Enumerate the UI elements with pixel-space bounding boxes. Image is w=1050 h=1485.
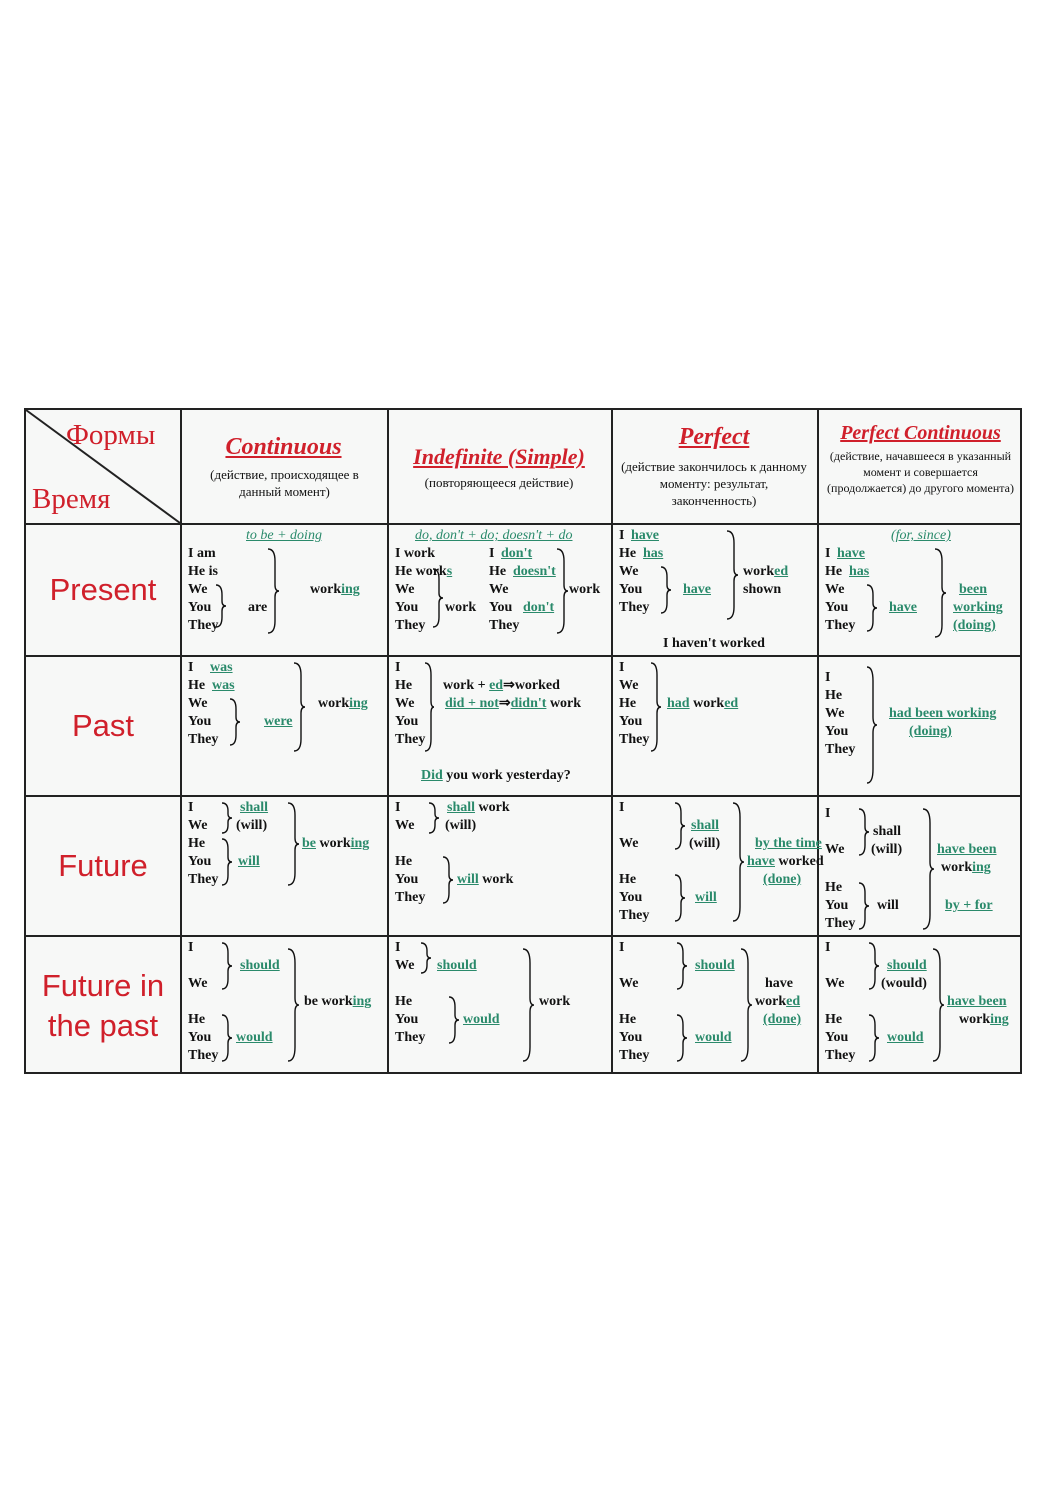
verb-form: will work [457, 872, 514, 887]
auxiliary: been [959, 582, 987, 597]
pronoun: They [619, 908, 650, 923]
verb-form: working [953, 600, 1003, 615]
column-header-indefinite: Indefinite (Simple) [413, 444, 585, 469]
pronoun: We [188, 696, 208, 711]
pronoun: We [188, 818, 208, 833]
cell-past-perfect-continuous [819, 657, 1024, 795]
pronoun: They [188, 1048, 219, 1063]
rule-line: work + ed⇒worked [443, 678, 560, 693]
column-desc-perfect: (действие закончилось к данному моменту: результат, законченность) [621, 459, 807, 508]
auxiliary: would [695, 1030, 732, 1045]
pronoun: They [395, 732, 426, 747]
pronoun: I [395, 940, 401, 955]
verb-form: had been working [889, 706, 997, 721]
auxiliary: are [248, 600, 268, 615]
pronoun: I [188, 660, 194, 675]
pronoun: You [489, 600, 513, 615]
verb-form: have been [937, 842, 997, 857]
pronoun: They [188, 872, 219, 887]
bracket [220, 1013, 234, 1063]
pronoun: You [619, 890, 643, 905]
auxiliary: shall [691, 818, 720, 833]
auxiliary: (will) [871, 842, 903, 857]
column-header-perfect: Perfect [678, 424, 750, 450]
pronoun: You [619, 582, 643, 597]
pronoun: He [619, 872, 637, 887]
bracket [931, 947, 945, 1063]
auxiliary: has [643, 546, 664, 561]
time-marker: by the time [755, 836, 822, 851]
auxiliary: have [837, 546, 865, 561]
auxiliary: have [631, 528, 659, 543]
pronoun: We [825, 706, 845, 721]
cell-future-perfect-continuous [819, 797, 1024, 935]
bracket [857, 881, 871, 931]
bracket [419, 941, 433, 975]
verb-form: be working [304, 994, 372, 1009]
pronoun: We [825, 976, 845, 991]
cell-present-continuous [182, 525, 387, 655]
formula: to be + doing [246, 528, 322, 543]
pronoun: He [825, 880, 843, 895]
time-marker: by + for [945, 898, 993, 913]
cell-fitp-perfect-continuous [819, 937, 1024, 1074]
cell-past-perfect [613, 657, 817, 795]
pronoun: They [825, 742, 856, 757]
bracket [266, 547, 280, 635]
cell-fitp-simple [389, 937, 611, 1074]
auxiliary: have [889, 600, 917, 615]
auxiliary: (will) [445, 818, 477, 833]
verb-form: (doing) [953, 618, 996, 633]
pronoun: I [395, 660, 401, 675]
verb: work [539, 994, 571, 1009]
pronoun: We [619, 564, 639, 579]
auxiliary: were [264, 714, 293, 729]
bracket [441, 855, 455, 905]
pronoun: You [395, 714, 419, 729]
verb: work [445, 600, 477, 615]
auxiliary: will [238, 854, 260, 869]
bracket [447, 995, 461, 1045]
bracket [423, 661, 435, 753]
auxiliary: (would) [881, 976, 927, 991]
pronoun: We [825, 582, 845, 597]
pronoun: He [188, 1012, 206, 1027]
bracket [649, 661, 663, 753]
row-label-future-in-the-past: Future in the past [41, 968, 165, 1043]
column-header-perfect-continuous: Perfect Continuous [840, 422, 1001, 444]
auxiliary: don't [523, 600, 555, 615]
bracket [286, 947, 300, 1063]
verb-form: (done) [763, 872, 802, 887]
pronoun: I am [188, 546, 216, 561]
bracket [673, 873, 687, 923]
negative-example: I haven't worked [663, 636, 765, 651]
bracket [228, 697, 242, 747]
pronoun: They [489, 618, 520, 633]
pronoun: You [395, 600, 419, 615]
auxiliary: has [849, 564, 870, 579]
pronoun: He [395, 994, 413, 1009]
bracket [867, 1013, 881, 1063]
time-label: Время [32, 483, 111, 515]
verb-form: had worked [667, 696, 739, 711]
row-label-future: Future [58, 848, 148, 883]
pronoun: You [188, 600, 212, 615]
pronoun: We [188, 582, 208, 597]
auxiliary: shall [240, 800, 269, 815]
verb-form: working [310, 582, 360, 597]
auxiliary: would [236, 1030, 273, 1045]
forms-label: Формы [66, 419, 156, 451]
bracket [739, 947, 753, 1063]
row-label-past: Past [71, 708, 135, 743]
bracket [521, 947, 535, 1063]
verb: shown [743, 582, 782, 597]
verb-form: working [959, 1012, 1009, 1027]
bracket [673, 801, 687, 851]
cell-future-simple [389, 797, 611, 935]
verb-form: working [318, 696, 368, 711]
pronoun: They [619, 600, 650, 615]
pronoun: You [395, 1012, 419, 1027]
pronoun: I [619, 940, 625, 955]
cell-past-simple [389, 657, 611, 795]
pronoun: They [395, 890, 426, 905]
column-desc-continuous: (действие, происходящее в данный момент) [210, 467, 359, 499]
auxiliary: should [887, 958, 927, 973]
bracket [292, 661, 306, 753]
verb-form: working [941, 860, 991, 875]
bracket [427, 801, 441, 835]
verb-form: shall work [447, 800, 510, 815]
cell-present-perfect-continuous [819, 525, 1024, 655]
pronoun: He [619, 696, 637, 711]
pronoun: I [825, 940, 831, 955]
auxiliary: (will) [236, 818, 268, 833]
pronoun: I [619, 660, 625, 675]
auxiliary: should [240, 958, 280, 973]
verb-form: (doing) [909, 724, 952, 739]
pronoun: I [188, 800, 194, 815]
pronoun: I [825, 806, 831, 821]
bracket [933, 547, 947, 639]
pronoun: They [395, 1030, 426, 1045]
verb-form: have worked [747, 854, 824, 869]
bracket [214, 583, 226, 629]
pronoun: They [825, 916, 856, 931]
pronoun: He [619, 546, 637, 561]
row-label-present: Present [49, 572, 157, 607]
bracket [675, 1013, 689, 1063]
bracket [921, 807, 935, 931]
pronoun: You [619, 714, 643, 729]
pronoun: We [619, 836, 639, 851]
auxiliary: don't [501, 546, 533, 561]
auxiliary: have [765, 976, 793, 991]
cell-fitp-continuous [182, 937, 387, 1074]
pronoun: We [188, 976, 208, 991]
pronoun: I [825, 670, 831, 685]
pronoun: They [188, 618, 219, 633]
tense-table [24, 408, 1022, 1074]
pronoun: They [825, 1048, 856, 1063]
pronoun: He [825, 1012, 843, 1027]
bracket [857, 807, 871, 857]
bracket [725, 529, 739, 621]
pronoun: He [825, 564, 843, 579]
pronoun: He [825, 688, 843, 703]
bracket [431, 567, 445, 629]
bracket [867, 941, 881, 991]
auxiliary: should [437, 958, 477, 973]
pronoun: I [188, 940, 194, 955]
bracket [731, 801, 745, 923]
pronoun: He is [188, 564, 218, 579]
cell-future-perfect [613, 797, 824, 935]
auxiliary: doesn't [513, 564, 556, 579]
formula: (for, since) [891, 528, 951, 543]
bracket [865, 583, 879, 633]
auxiliary: will [695, 890, 717, 905]
auxiliary: will [877, 898, 899, 913]
bracket [286, 801, 300, 887]
auxiliary: (will) [689, 836, 721, 851]
auxiliary: should [695, 958, 735, 973]
pronoun: You [825, 1030, 849, 1045]
auxiliary: have [683, 582, 711, 597]
verb: work [569, 582, 601, 597]
pronoun: They [188, 732, 219, 747]
pronoun: I [489, 546, 495, 561]
pronoun: I [619, 528, 625, 543]
cell-present-perfect [613, 525, 817, 655]
pronoun: We [395, 582, 415, 597]
cell-present-simple [389, 525, 611, 655]
pronoun: You [188, 1030, 212, 1045]
auxiliary: would [463, 1012, 500, 1027]
verb-form: have been [947, 994, 1007, 1009]
auxiliary: was [212, 678, 235, 693]
pronoun: You [395, 872, 419, 887]
verb-form: be working [302, 836, 370, 851]
pronoun: We [619, 678, 639, 693]
verb-form: worked [755, 994, 801, 1009]
pronoun: We [825, 842, 845, 857]
column-header-continuous: Continuous [225, 434, 342, 460]
verb-form: (done) [763, 1012, 802, 1027]
pronoun: You [825, 898, 849, 913]
pronoun: You [825, 724, 849, 739]
pronoun: They [825, 618, 856, 633]
auxiliary: was [210, 660, 233, 675]
pronoun: You [619, 1030, 643, 1045]
bracket [555, 547, 569, 635]
pronoun: We [619, 976, 639, 991]
bracket [675, 941, 689, 991]
cell-fitp-perfect [613, 937, 817, 1074]
pronoun: We [395, 958, 415, 973]
pronoun: He [395, 678, 413, 693]
cell-future-continuous [182, 797, 387, 935]
pronoun: I [619, 800, 625, 815]
pronoun: He [489, 564, 507, 579]
pronoun: He [619, 1012, 637, 1027]
pronoun: He [188, 678, 206, 693]
rule-line: did + not⇒didn't work [445, 696, 582, 711]
pronoun: We [395, 696, 415, 711]
pronoun: You [188, 714, 212, 729]
bracket [220, 941, 234, 991]
pronoun: They [395, 618, 426, 633]
question-example: Did you work yesterday? [421, 768, 571, 783]
cell-past-continuous [182, 657, 387, 795]
pronoun: We [489, 582, 509, 597]
pronoun: They [619, 1048, 650, 1063]
column-desc-perfect-continuous: (действие, начавшееся в указанный момент и совершается (продолжается) до другого момента) [827, 449, 1014, 495]
pronoun: I [395, 800, 401, 815]
pronoun: You [188, 854, 212, 869]
bracket [220, 837, 234, 887]
pronoun: We [395, 818, 415, 833]
bracket [865, 665, 879, 785]
verb-form: worked [743, 564, 789, 579]
auxiliary: shall [873, 824, 902, 839]
formula: do, don't + do; doesn't + do [415, 528, 573, 543]
pronoun: They [619, 732, 650, 747]
pronoun: He [395, 854, 413, 869]
auxiliary: would [887, 1030, 924, 1045]
pronoun: He [188, 836, 206, 851]
pronoun: I [825, 546, 831, 561]
pronoun: I work [395, 546, 436, 561]
bracket [659, 565, 673, 615]
pronoun: You [825, 600, 849, 615]
bracket [220, 801, 234, 835]
verb-form: He works [395, 564, 453, 579]
column-desc-indefinite: (повторяющееся действие) [424, 475, 574, 490]
